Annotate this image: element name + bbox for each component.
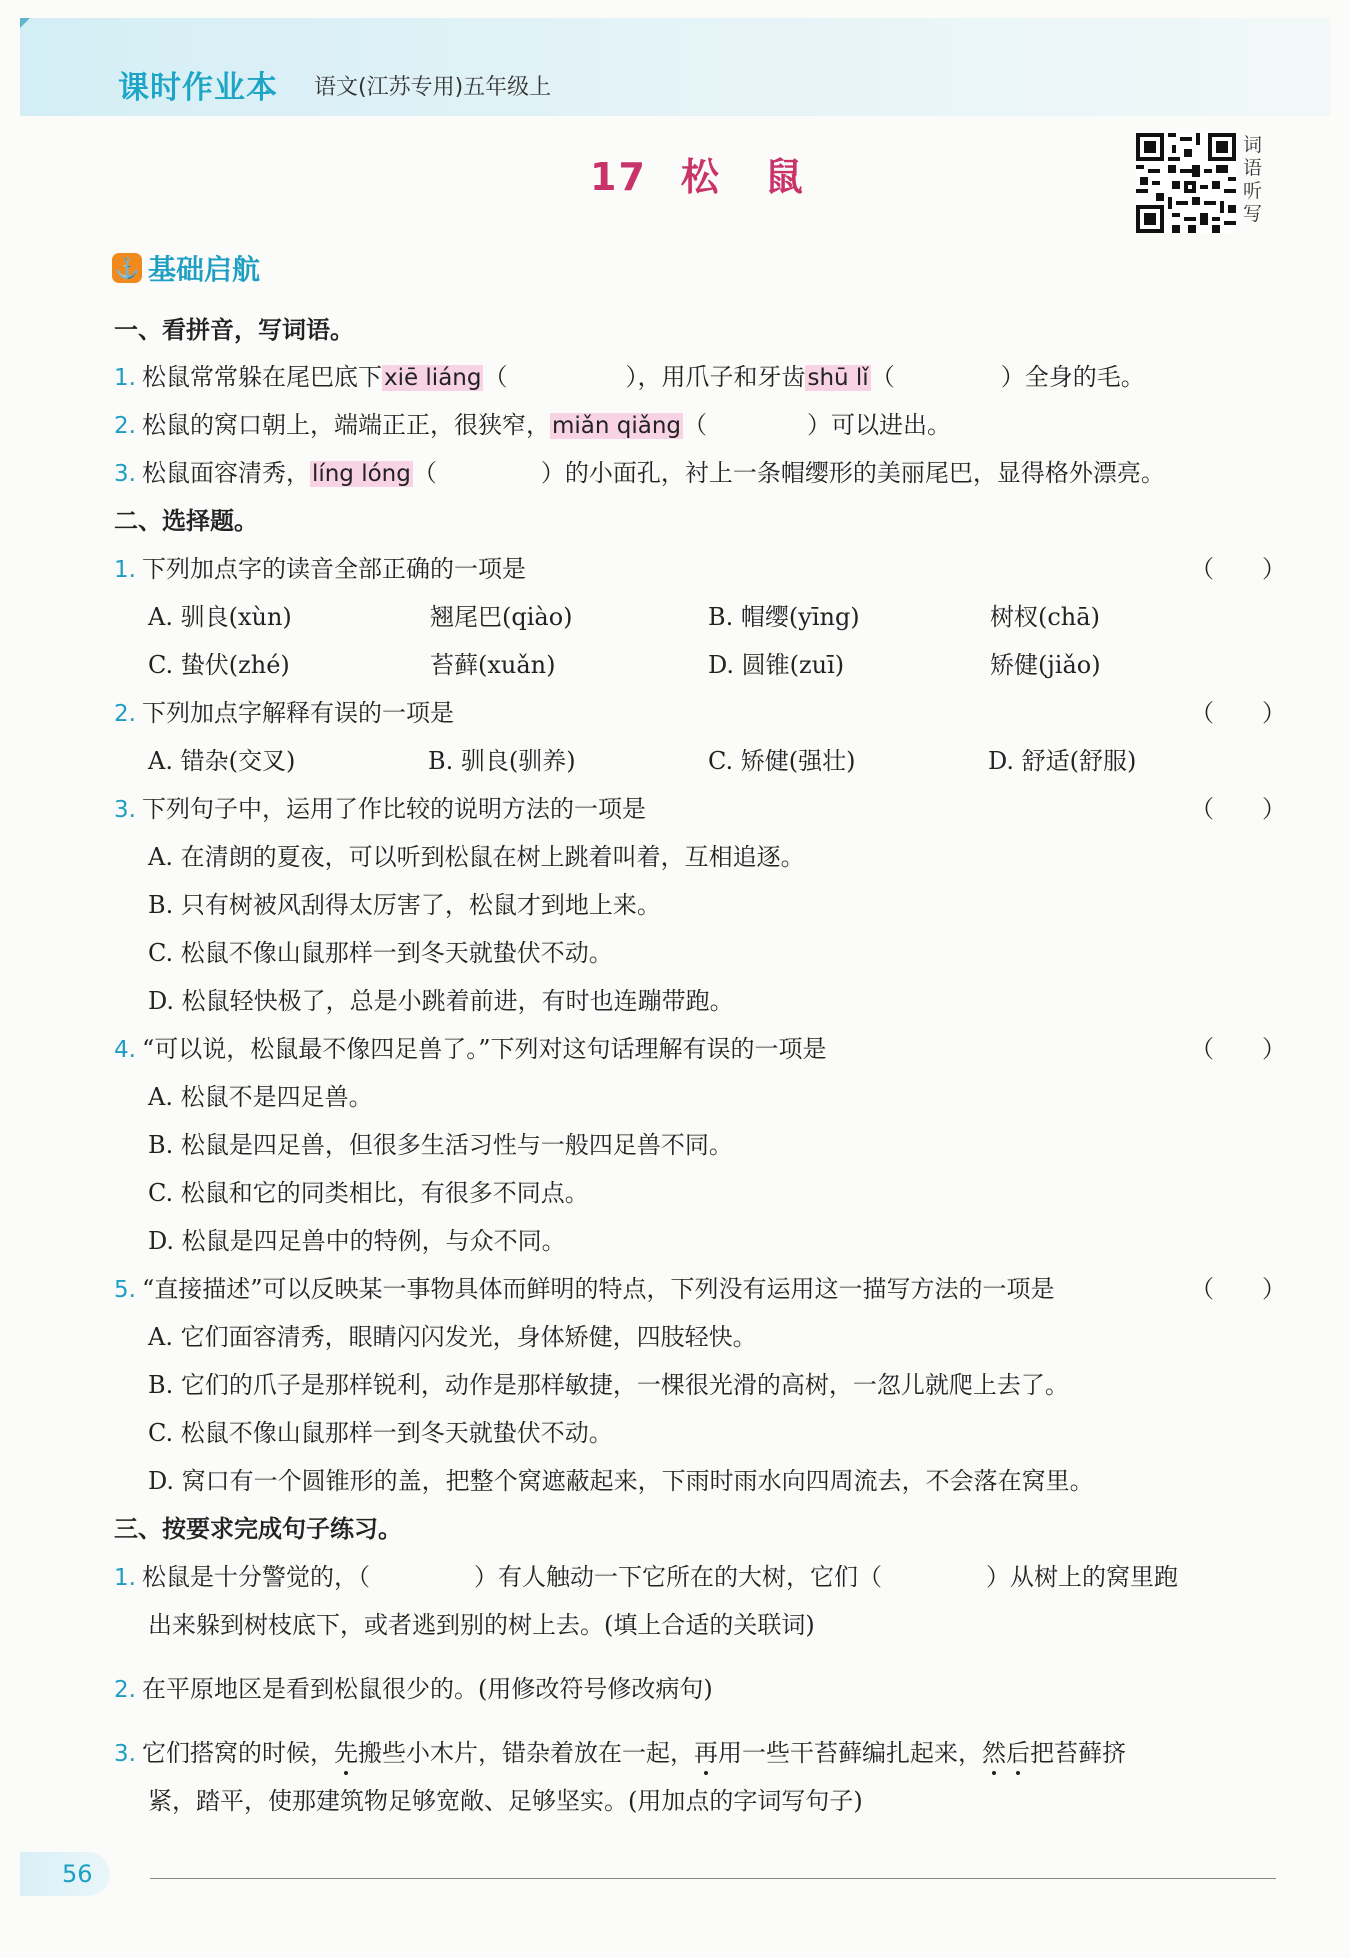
option: 树杈(chā) [990, 603, 1100, 631]
dotted-char: 先 [333, 1739, 358, 1767]
page-number: 56 [62, 1860, 93, 1888]
subject-subtitle: 语文(江苏专用)五年级上 [314, 75, 552, 100]
option: 翘尾巴(qiào) [430, 603, 573, 631]
option: C. 松鼠不像山鼠那样一到冬天就蛰伏不动。 [148, 1419, 613, 1447]
option: 矫健(jiǎo) [990, 651, 1101, 679]
option: A. 在清朗的夏夜，可以听到松鼠在树上跳着叫着，互相追逐。 [148, 843, 805, 871]
option: C. 松鼠不像山鼠那样一到冬天就蛰伏不动。 [148, 939, 613, 967]
option: B. 帽缨(yīng) [708, 603, 860, 631]
part2-title: 二、选择题。 [114, 507, 258, 535]
option: D. 松鼠是四足兽中的特例，与众不同。 [148, 1227, 566, 1255]
option: D. 圆锥(zuī) [708, 651, 845, 679]
lesson-title [590, 146, 805, 201]
part2-q2-stem: 2. 下列加点字解释有误的一项是 [114, 699, 454, 727]
qr-code-icon[interactable] [1136, 133, 1236, 233]
section-title: 基础启航 [148, 253, 261, 286]
answer-paren[interactable]: （ ） [1190, 795, 1286, 823]
section-heading [112, 248, 260, 288]
option: D. 舒适(舒服) [988, 747, 1137, 775]
anchor-icon: ⚓ [112, 253, 142, 283]
footer-rule [150, 1878, 1276, 1879]
brand-title: 课时作业本 [118, 70, 278, 106]
option: A. 松鼠不是四足兽。 [148, 1083, 373, 1111]
option: B. 它们的爪子是那样锐利，动作是那样敏捷，一棵很光滑的高树，一忽儿就爬上去了。 [148, 1371, 1069, 1399]
part1-q3: 3. 松鼠面容清秀，líng lóng（ ）的小面孔，衬上一条帽缨形的美丽尾巴，显得格外漂亮。 [114, 459, 1165, 487]
option: A. 它们面容清秀，眼睛闪闪发光，身体矫健，四肢轻快。 [148, 1323, 757, 1351]
part2-q3-stem: 3. 下列句子中，运用了作比较的说明方法的一项是 [114, 795, 646, 823]
lesson-title-char-1: 松 [680, 155, 721, 199]
option: B. 驯良(驯养) [428, 747, 576, 775]
option: B. 只有树被风刮得太厉害了，松鼠才到地上来。 [148, 891, 661, 919]
lesson-title-char-2: 鼠 [764, 155, 805, 199]
lesson-number: 17 [590, 155, 647, 199]
option: A. 错杂(交叉) [148, 747, 296, 775]
part1-q2: 2. 松鼠的窝口朝上，端端正正，很狭窄，miǎn qiǎng（ ）可以进出。 [114, 411, 951, 439]
part3-q3: 3. 它们搭窝的时候，先搬些小木片，错杂着放在一起，再用一些干苔藓编扎起来，然后把苔藓挤 [114, 1739, 1126, 1767]
part2-q5-stem: 5. “直接描述”可以反映某一事物具体而鲜明的特点，下列没有运用这一描写方法的一项是 [114, 1275, 1055, 1303]
option: C. 蛰伏(zhé) [148, 651, 290, 679]
part3-q3-line2: 紧，踏平，使那建筑物足够宽敞、足够坚实。(用加点的字词写句子) [148, 1787, 863, 1815]
option: C. 矫健(强壮) [708, 747, 856, 775]
answer-paren[interactable]: （ ） [1190, 699, 1286, 727]
part1-q1: 1. 松鼠常常躲在尾巴底下xiē liáng（ ），用爪子和牙齿shū lǐ（ ）全身的毛。 [114, 363, 1145, 391]
pinyin-prompt: xiē liáng [383, 365, 482, 391]
pinyin-prompt: shū lǐ [807, 365, 869, 391]
dotted-char: 然 [981, 1739, 1006, 1767]
part3-q1-line2: 出来躲到树枝底下，或者逃到别的树上去。(填上合适的关联词) [148, 1611, 815, 1639]
option: B. 松鼠是四足兽，但很多生活习性与一般四足兽不同。 [148, 1131, 733, 1159]
pinyin-prompt: miǎn qiǎng [551, 413, 681, 439]
option: A. 驯良(xùn) [148, 603, 292, 631]
part1-title: 一、看拼音，写词语。 [114, 316, 354, 344]
answer-paren[interactable]: （ ） [1190, 1275, 1286, 1303]
option: D. 松鼠轻快极了，总是小跳着前进，有时也连蹦带跑。 [148, 987, 734, 1015]
qr-label: 词 语 听 写 [1243, 134, 1263, 225]
option: C. 松鼠和它的同类相比，有很多不同点。 [148, 1179, 589, 1207]
part2-q4-stem: 4. “可以说，松鼠最不像四足兽了。”下列对这句话理解有误的一项是 [114, 1035, 827, 1063]
part3-q1: 1. 松鼠是十分警觉的，（ ）有人触动一下它所在的大树，它们（ ）从树上的窝里跑 [114, 1563, 1178, 1591]
option: 苔藓(xuǎn) [430, 651, 556, 679]
dotted-char: 后 [1005, 1739, 1030, 1767]
pinyin-prompt: líng lóng [311, 461, 411, 487]
part2-q1-stem: 1. 下列加点字的读音全部正确的一项是 [114, 555, 526, 583]
answer-paren[interactable]: （ ） [1190, 1035, 1286, 1063]
option: D. 窝口有一个圆锥形的盖，把整个窝遮蔽起来，下雨时雨水向四周流去，不会落在窝里。 [148, 1467, 1094, 1495]
part3-q2: 2. 在平原地区是看到松鼠很少的。(用修改符号修改病句) [114, 1675, 713, 1703]
part3-title: 三、按要求完成句子练习。 [114, 1515, 402, 1543]
dotted-char: 再 [693, 1739, 718, 1767]
answer-paren[interactable]: （ ） [1190, 555, 1286, 583]
